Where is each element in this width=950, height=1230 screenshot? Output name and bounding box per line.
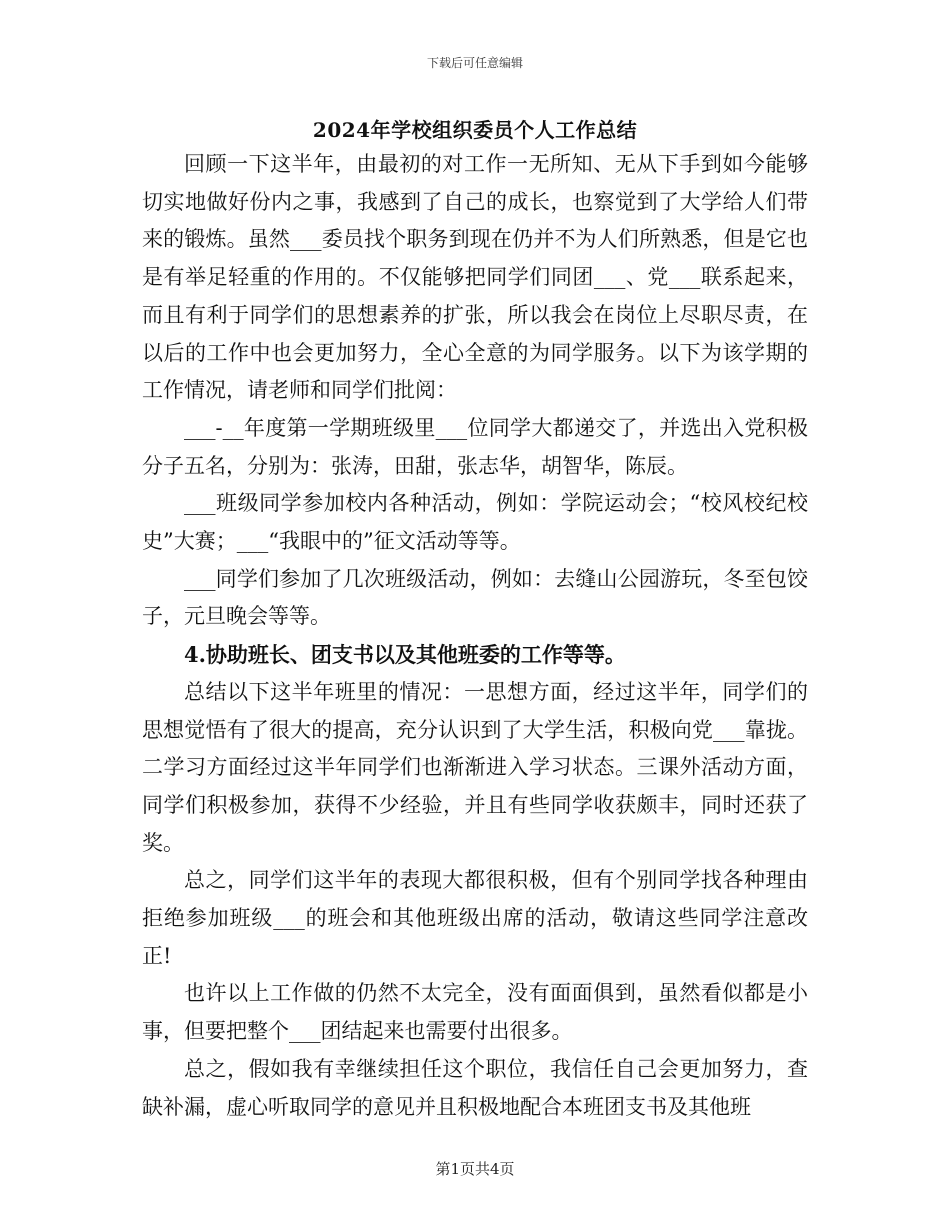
document-title: 2024年学校组织委员个人工作总结 bbox=[312, 118, 638, 142]
paragraph-assist-heading: 4.协助班长、团支书以及其他班委的工作等等。 bbox=[184, 642, 626, 668]
paragraph-class-activities: ___同学们参加了几次班级活动，例如：去缝山公园游玩，冬至包饺子，元旦晚会等等。 bbox=[142, 566, 808, 629]
document-body bbox=[142, 146, 808, 1126]
paragraph-school-activities: ___班级同学参加校内各种活动，例如：学院运动会；“校风校纪校史”大赛；___“我眼中的”征文活动等等。 bbox=[142, 491, 808, 554]
header-note: 下载后可任意编辑 bbox=[426, 56, 523, 70]
paragraph-conclusion: 总之，同学们这半年的表现大都很积极，但有个别同学找各种理由拒绝参加班级___的班会和其他班级出席的活动，敬请这些同学注意改正! bbox=[142, 868, 808, 968]
paragraph-reflection: 也许以上工作做的仍然不太完全，没有面面俱到，虽然看似都是小事，但要把整个___团结起来也需要付出很多。 bbox=[142, 981, 808, 1044]
paragraph-commitment: 总之，假如我有幸继续担任这个职位，我信任自己会更加努力，查缺补漏，虚心听取同学的意见并且积极地配合本班团支书及其他班 bbox=[142, 1056, 808, 1119]
paragraph-review: 回顾一下这半年，由最初的对工作一无所知、无从下手到如今能够切实地做好份内之事，我感到了自己的成长，也察觉到了大学给人们带来的锻炼。虽然___委员找个职务到现在仍并不为人们所熟悉，但是它也是有举足轻重的作用的。不仅能够把同学们同团___、党___联系起来，而且有利于同学们的思想素养的扩张，所以我会在岗位上尽职尽责，在以后的工作中也会更加努力，全心全意的为同学服务。以下为该学期的工作情况，请老师和同学们批阅： bbox=[142, 152, 808, 403]
paragraph-party-application: ___-__年度第一学期班级里___位同学大都递交了，并选出入党积极分子五名，分别为：张涛，田甜，张志华，胡智华，陈辰。 bbox=[142, 415, 808, 478]
page-number: 第1页共4页 bbox=[435, 1160, 515, 1178]
paragraph-summary: 总结以下这半年班里的情况：一思想方面，经过这半年，同学们的思想觉悟有了很大的提高，充分认识到了大学生活，积极向党___靠拢。二学习方面经过这半年同学们也渐渐进入学习状态。三课外活动方面，同学们积极参加，获得不少经验，并且有些同学收获颇丰，同时还获了奖。 bbox=[142, 679, 808, 855]
